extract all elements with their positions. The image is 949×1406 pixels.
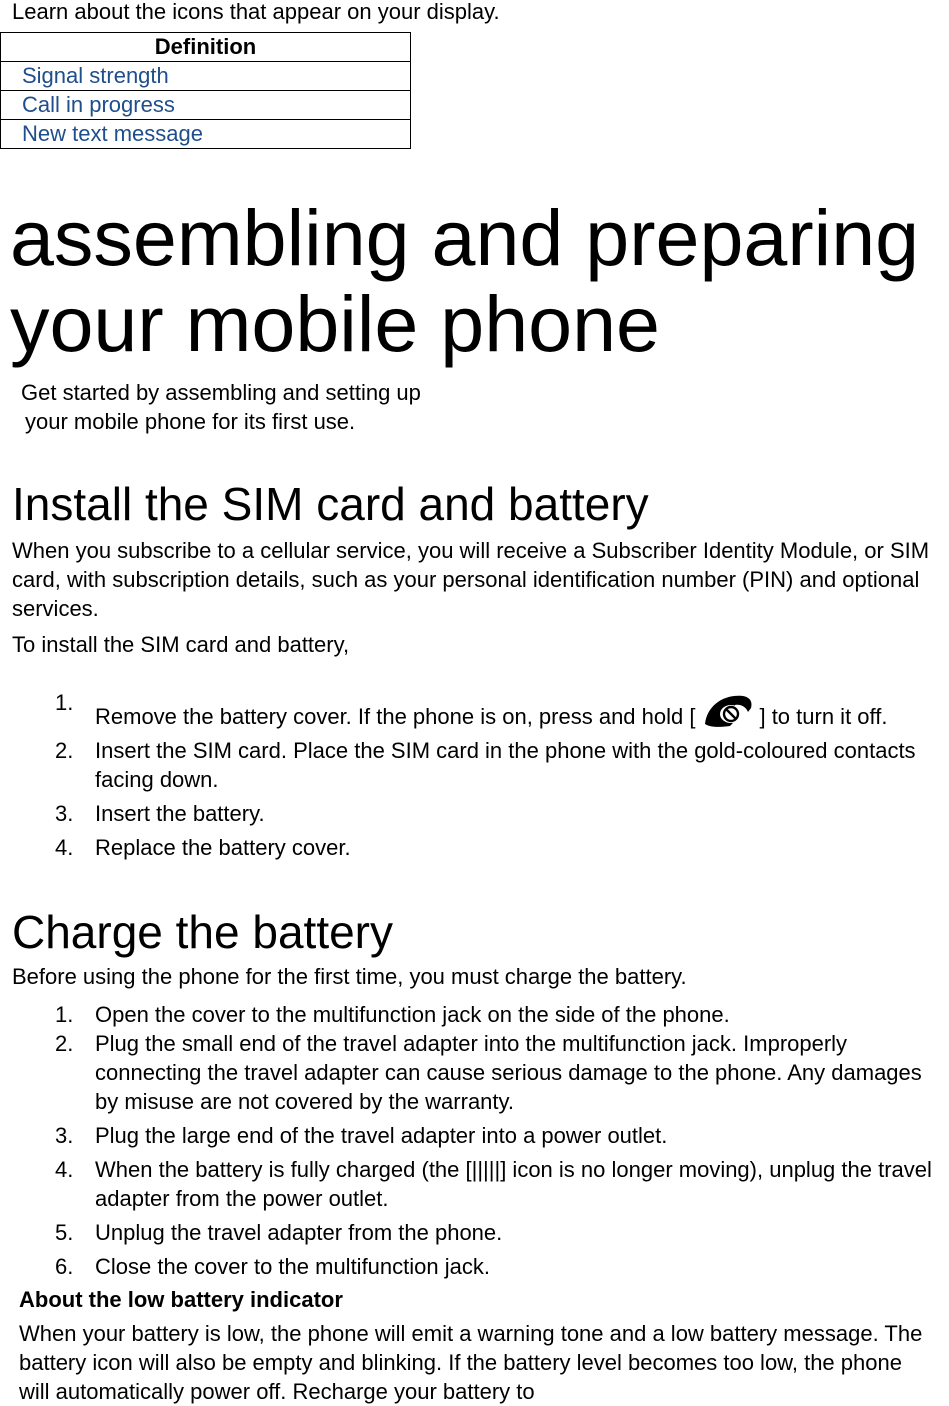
step-text: Open the cover to the multifunction jack on the side of the phone. (95, 1002, 730, 1027)
end-call-icon (699, 688, 755, 730)
step-number: 6. (55, 1254, 74, 1279)
step-text: When the battery is fully charged (the [|||||] icon is no longer moving), unplug the travel adapter from the power outlet. (95, 1157, 932, 1211)
list-item (0, 736, 949, 794)
step-text-before: Remove the battery cover. If the phone is on, press and hold [ (95, 704, 696, 729)
step-text-after: ] to turn it off. (759, 704, 888, 729)
table-cell: New text message (1, 120, 411, 149)
step-number: 2. (55, 1031, 74, 1056)
sim-steps (0, 688, 949, 862)
sim-paragraph: When you subscribe to a cellular service, you will receive a Subscriber Identity Module, or SIM card, with subscription details, such as your personal identification number (PIN) and optional services. (12, 538, 930, 621)
list-item (0, 1252, 949, 1281)
list-item (0, 1218, 949, 1247)
charge-intro: Before using the phone for the first time, you must charge the battery. (12, 964, 687, 989)
sim-intro: To install the SIM card and battery, (12, 632, 350, 657)
chapter-subtitle (21, 378, 421, 436)
step-number: 4. (55, 835, 74, 860)
list-item (0, 1121, 949, 1150)
step-number: 1. (55, 690, 74, 715)
sim-heading: Install the SIM card and battery (12, 478, 649, 530)
step-number: 3. (55, 1123, 74, 1148)
step-text: Plug the large end of the travel adapter into a power outlet. (95, 1123, 668, 1148)
icon-definition-table (0, 32, 411, 149)
step-number: 3. (55, 801, 74, 826)
table-header: Definition (1, 33, 411, 62)
list-item (0, 799, 949, 828)
list-item (0, 1155, 949, 1213)
charge-heading: Charge the battery (12, 906, 394, 958)
chapter-title-line2: your mobile phone (10, 279, 660, 368)
list-item (0, 1029, 949, 1116)
step-text: Close the cover to the multifunction jack. (95, 1254, 490, 1279)
step-number: 1. (55, 1002, 74, 1027)
step-number: 4. (55, 1157, 74, 1182)
chapter-subtitle-line2: your mobile phone for its first use. (25, 409, 356, 434)
step-text: Insert the battery. (95, 801, 265, 826)
step-number: 2. (55, 738, 74, 763)
chapter-title (10, 195, 940, 367)
list-item (0, 1000, 949, 1029)
step-text: Unplug the travel adapter from the phone. (95, 1220, 503, 1245)
low-battery-text: When your battery is low, the phone will emit a warning tone and a low battery message. The battery icon will also be empty and blinking. If the battery level becomes too low, the phone will automatically power off. Recharge your battery to (19, 1321, 923, 1404)
table-row (1, 120, 411, 149)
charge-steps (0, 1000, 949, 1281)
low-battery-heading: About the low battery indicator (19, 1287, 343, 1312)
step-text: Insert the SIM card. Place the SIM card in the phone with the gold-coloured contacts facing down. (95, 738, 916, 792)
chapter-title-line1: assembling and preparing (10, 193, 920, 282)
step-text: Replace the battery cover. (95, 835, 351, 860)
list-item (0, 833, 949, 862)
table-row (1, 91, 411, 120)
chapter-subtitle-line1: Get started by assembling and setting up (21, 380, 421, 405)
table-cell: Call in progress (1, 91, 411, 120)
table-row (1, 62, 411, 91)
list-item (0, 688, 949, 731)
table-cell: Signal strength (1, 62, 411, 91)
intro-text: Learn about the icons that appear on your display. (12, 0, 500, 24)
step-number: 5. (55, 1220, 74, 1245)
step-text: Plug the small end of the travel adapter into the multifunction jack. Improperly connecting the travel adapter can cause serious damage to the phone. Any damages by misuse are not covered by the warranty. (95, 1031, 922, 1114)
